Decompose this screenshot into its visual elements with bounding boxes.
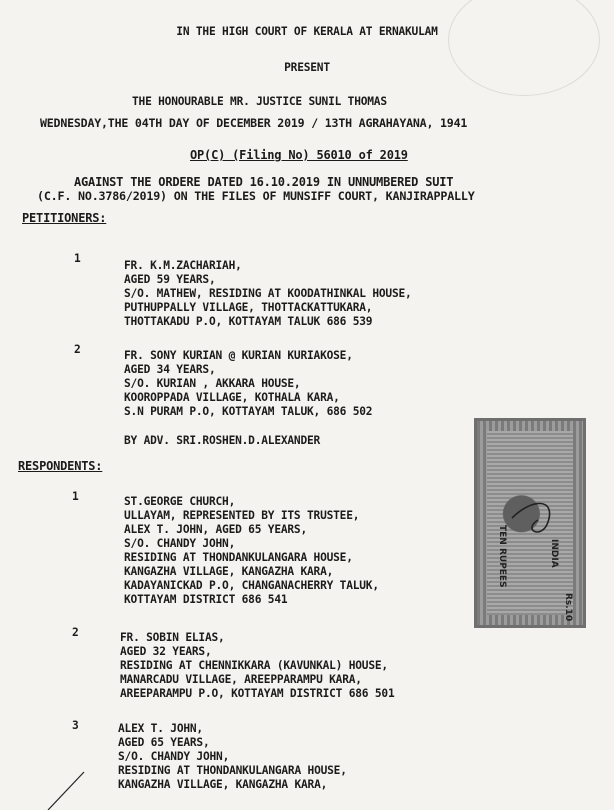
respondent-line: ALEX T. JOHN, xyxy=(118,722,203,735)
respondent-line: AGED 65 YEARS, xyxy=(118,736,210,749)
hearing-date: WEDNESDAY,THE 04TH DAY OF DECEMBER 2019 / 13TH AGRAHAYANA, 1941 xyxy=(40,116,468,130)
petitioner-line: KOOROPPADA VILLAGE, KOTHALA KARA, xyxy=(124,391,340,404)
case-number: OP(C) (Filing No) 56010 of 2019 xyxy=(190,148,408,162)
petitioner-line: FR. K.M.ZACHARIAH, xyxy=(124,259,242,272)
respondent-line: RESIDING AT CHENNIKKARA (KAVUNKAL) HOUSE, xyxy=(120,659,388,672)
respondent-line: ALEX T. JOHN, AGED 65 YEARS, xyxy=(124,523,307,536)
respondents-heading: RESPONDENTS: xyxy=(18,459,103,473)
against-line-2: (C.F. NO.3786/2019) ON THE FILES OF MUNSIFF COURT, KANJIRAPPALLY xyxy=(37,189,475,203)
respondent-number: 1 xyxy=(72,490,79,503)
pen-stroke xyxy=(48,772,84,810)
respondent-line: S/O. CHANDY JOHN, xyxy=(118,750,230,763)
respondent-line: S/O. CHANDY JOHN, xyxy=(124,537,236,550)
judge-name: THE HONOURABLE MR. JUSTICE SUNIL THOMAS xyxy=(132,95,387,108)
petitioner-line: PUTHUPPALLY VILLAGE, THOTTACKATTUKARA, xyxy=(124,301,373,314)
respondent-number: 2 xyxy=(72,626,79,639)
petitioner-line: S.N PURAM P.O, KOTTAYAM TALUK, 686 502 xyxy=(124,405,373,418)
stamp-country-text: INDIA xyxy=(549,539,559,568)
signature-scribble xyxy=(512,503,550,531)
petitioners-heading: PETITIONERS: xyxy=(22,211,107,225)
respondent-line: ULLAYAM, REPRESENTED BY ITS TRUSTEE, xyxy=(124,509,360,522)
petitioner-advocate: BY ADV. SRI.ROSHEN.D.ALEXANDER xyxy=(124,434,321,447)
stamp-value-text: TEN RUPEES xyxy=(497,525,507,588)
respondent-line: AREEPARAMPU P.O, KOTTAYAM DISTRICT 686 501 xyxy=(120,687,395,700)
respondent-line: FR. SOBIN ELIAS, xyxy=(120,631,225,644)
against-line-1: AGAINST THE ORDERE DATED 16.10.2019 IN UNNUMBERED SUIT xyxy=(74,175,454,189)
respondent-line: MANARCADU VILLAGE, AREEPPARAMPU KARA, xyxy=(120,673,362,686)
respondent-number: 3 xyxy=(72,719,79,732)
respondent-line: AGED 32 YEARS, xyxy=(120,645,212,658)
respondent-line: RESIDING AT THONDANKULANGARA HOUSE, xyxy=(118,764,347,777)
petitioner-number: 1 xyxy=(74,252,81,265)
petitioner-line: FR. SONY KURIAN @ KURIAN KURIAKOSE, xyxy=(124,349,353,362)
respondent-line: KOTTAYAM DISTRICT 686 541 xyxy=(124,593,288,606)
respondent-line: KANGAZHA VILLAGE, KANGAZHA KARA, xyxy=(124,565,334,578)
petitioner-line: AGED 59 YEARS, xyxy=(124,273,216,286)
petitioner-line: AGED 34 YEARS, xyxy=(124,363,216,376)
petitioner-line: S/O. KURIAN , AKKARA HOUSE, xyxy=(124,377,301,390)
respondent-line: KANGAZHA VILLAGE, KANGAZHA KARA, xyxy=(118,778,328,791)
court-name: IN THE HIGH COURT OF KERALA AT ERNAKULAM xyxy=(176,25,438,38)
respondent-line: ST.GEORGE CHURCH, xyxy=(124,495,236,508)
petitioner-line: THOTTAKADU P.O, KOTTAYAM TALUK 686 539 xyxy=(124,315,373,328)
petitioner-number: 2 xyxy=(74,343,81,356)
respondent-line: KADAYANICKAD P.O, CHANGANACHERRY TALUK, xyxy=(124,579,379,592)
respondent-line: RESIDING AT THONDANKULANGARA HOUSE, xyxy=(124,551,353,564)
petitioner-line: S/O. MATHEW, RESIDING AT KOODATHINKAL HOUSE, xyxy=(124,287,412,300)
present-label: PRESENT xyxy=(284,61,330,74)
stamp-denomination: Rs.10 xyxy=(563,593,573,622)
